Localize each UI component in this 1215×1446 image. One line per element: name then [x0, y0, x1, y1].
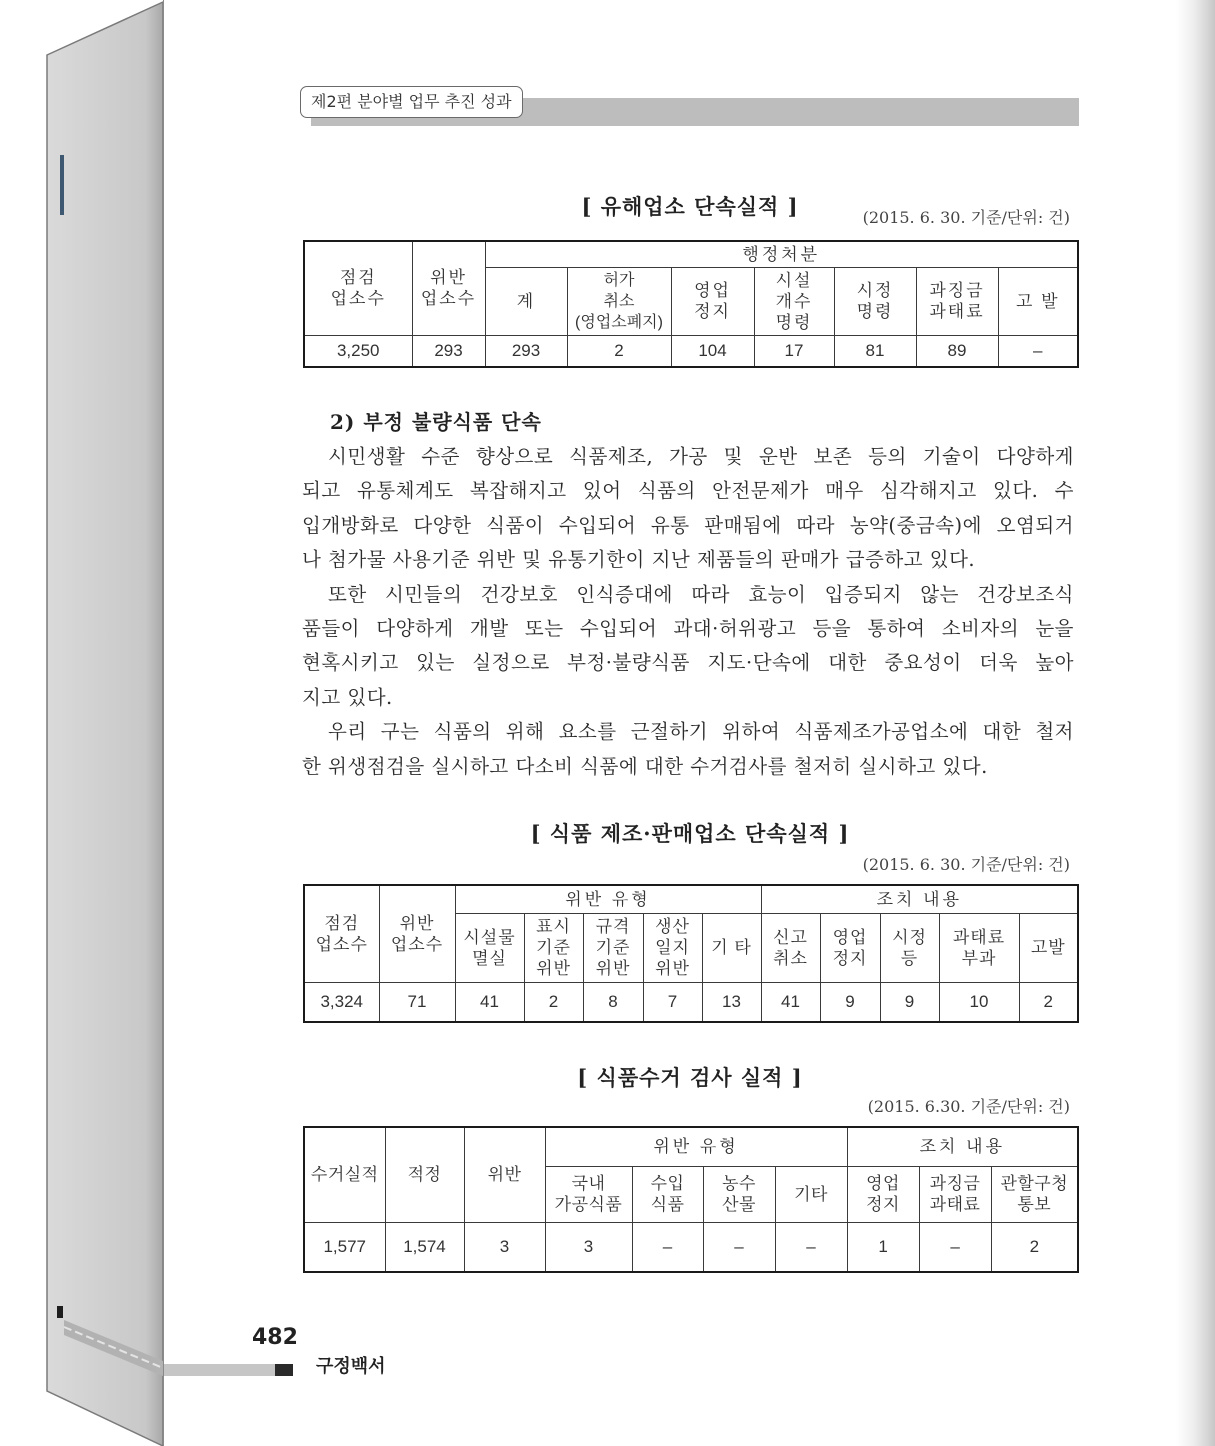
table-cell: 293 — [485, 335, 567, 367]
table-header-cell: 신고 취소 — [761, 913, 820, 982]
text-line: 되고 유통체계도 복잡해지고 있어 식품의 안전문제가 매우 심각해지고 있다. 수 — [302, 479, 1074, 503]
table-header-cell: 영업 정지 — [820, 913, 880, 982]
text-line: 품들이 다양하게 개발 또는 수입되어 과대·허위광고 등을 통하여 소비자의 눈을 — [302, 617, 1074, 641]
table-unit-note: (2015. 6. 30. 기준/단위: 건) — [862, 208, 1070, 227]
table-group-header: 조치 내용 — [847, 1127, 1078, 1166]
table-cell: 1,574 — [385, 1222, 464, 1272]
table-cell: 41 — [455, 982, 524, 1022]
table-title: [ 식품 제조·판매업소 단속실적 ] — [530, 821, 850, 846]
paragraph — [302, 578, 1074, 716]
table-group-header: 위반 유형 — [455, 885, 761, 913]
table-cell: 3 — [545, 1222, 632, 1272]
table-header-cell: 계 — [485, 267, 567, 335]
table-cell: – — [632, 1222, 703, 1272]
text-line: 또한 시민들의 건강보호 인식증대에 따라 효능이 입증되지 않는 건강보조식 — [328, 582, 1074, 606]
text-line: 나 첨가물 사용기준 위반 및 유통기한이 지난 제품들의 판매가 급증하고 있다. — [302, 548, 976, 572]
table-header-cell: 과태료 부과 — [939, 913, 1019, 982]
table-unit-note: (2015. 6. 30. 기준/단위: 건) — [862, 855, 1070, 874]
table-header-cell: 표시 기준 위반 — [524, 913, 583, 982]
table-cell: 2 — [524, 982, 583, 1022]
table-cell: 1 — [847, 1222, 919, 1272]
text-line: 입개방화로 다양한 식품이 수입되어 유통 판매됨에 따라 농약(중금속)에 오염되거 — [302, 513, 1074, 537]
text-line: 현혹시키고 있는 실정으로 부정·불량식품 지도·단속에 대한 중요성이 더욱 높아 — [302, 651, 1074, 675]
table-header-cell: 과징금 과태료 — [919, 1166, 991, 1222]
table-cell: 2 — [1019, 982, 1078, 1022]
footer-bar — [164, 1364, 275, 1376]
table-header-cell: 규격 기준 위반 — [583, 913, 643, 982]
table-header-cell: 위반 업소수 — [379, 885, 455, 982]
page-left-edge — [163, 0, 164, 1446]
table-header-cell: 기타 — [775, 1166, 847, 1222]
text-line: 한 위생점검을 실시하고 다소비 식품에 대한 수거검사를 철저히 실시하고 있다. — [302, 754, 988, 778]
section-body — [302, 440, 1074, 784]
table-header-cell: 위반 — [464, 1127, 545, 1222]
page-number: 482 — [252, 1325, 298, 1350]
table-header-cell: 적정 — [385, 1127, 464, 1222]
spine-panel — [47, 2, 163, 1446]
table-cell: 7 — [643, 982, 702, 1022]
food-manufacturing-sales-enforcement-table — [303, 884, 1079, 1023]
table-header-cell: 시정 명령 — [834, 267, 916, 335]
table-header-cell: 고 발 — [998, 267, 1078, 335]
table-header-cell: 관할구청 통보 — [991, 1166, 1078, 1222]
table-cell: 13 — [702, 982, 761, 1022]
paragraph — [302, 715, 1074, 784]
table-cell: 71 — [379, 982, 455, 1022]
spine-tab-mark — [60, 155, 64, 215]
table-cell: – — [998, 335, 1078, 367]
table-header-cell: 국내 가공식품 — [545, 1166, 632, 1222]
table-header-cell: 시설 개수 명령 — [754, 267, 834, 335]
table-header-cell: 점검 업소수 — [304, 241, 412, 335]
table-title: [ 유해업소 단속실적 ] — [581, 194, 799, 219]
table-cell: 9 — [820, 982, 880, 1022]
table-cell: 3,250 — [304, 335, 412, 367]
table-cell: 8 — [583, 982, 643, 1022]
table-header-cell: 영업 정지 — [671, 267, 754, 335]
table-header-cell: 수입 식품 — [632, 1166, 703, 1222]
table-header-cell: 영업 정지 — [847, 1166, 919, 1222]
table-cell: 81 — [834, 335, 916, 367]
table-header-cell: 위반 업소수 — [412, 241, 485, 335]
table-header-cell: 고발 — [1019, 913, 1078, 982]
spine-dark-mark — [57, 1306, 63, 1318]
section-heading: 2) 부정 불량식품 단속 — [330, 410, 542, 434]
text-line: 시민생활 수준 향상으로 식품제조, 가공 및 운반 보존 등의 기술이 다양하게 — [328, 445, 1074, 468]
table-cell: 89 — [916, 335, 998, 367]
table-row — [304, 1222, 1078, 1272]
table-header-cell: 시정 등 — [880, 913, 939, 982]
table-cell: 3,324 — [304, 982, 379, 1022]
table-group-header: 행정처분 — [485, 241, 1078, 267]
table-cell: – — [703, 1222, 775, 1272]
table-cell: 293 — [412, 335, 485, 367]
table-cell: – — [919, 1222, 991, 1272]
table-header-cell: 점검 업소수 — [304, 885, 379, 982]
table-header-cell: 허가 취소 (영업소폐지) — [567, 267, 671, 335]
table-header-cell: 기 타 — [702, 913, 761, 982]
table-cell: 2 — [567, 335, 671, 367]
table-group-header: 조치 내용 — [761, 885, 1078, 913]
table-cell: 17 — [754, 335, 834, 367]
table-unit-note: (2015. 6.30. 기준/단위: 건) — [867, 1097, 1070, 1116]
table-cell: 1,577 — [304, 1222, 385, 1272]
table-header-cell: 시설물 멸실 — [455, 913, 524, 982]
table-cell: 104 — [671, 335, 754, 367]
table-cell: – — [775, 1222, 847, 1272]
harmful-business-enforcement-table — [303, 240, 1079, 368]
table-cell: 2 — [991, 1222, 1078, 1272]
text-line: 지고 있다. — [302, 685, 393, 709]
table-header-cell: 농수 산물 — [703, 1166, 775, 1222]
table-title: [ 식품수거 검사 실적 ] — [577, 1065, 803, 1090]
table-cell: 10 — [939, 982, 1019, 1022]
table-cell: 41 — [761, 982, 820, 1022]
footer-book-title: 구정백서 — [316, 1356, 386, 1377]
table-row — [304, 335, 1078, 367]
footer-marker — [275, 1364, 293, 1376]
table-cell: 9 — [880, 982, 939, 1022]
paragraph — [302, 440, 1074, 578]
table-cell: 3 — [464, 1222, 545, 1272]
table-header-cell: 수거실적 — [304, 1127, 385, 1222]
page-right-edge-shadow — [1176, 0, 1215, 1446]
table-row — [304, 982, 1078, 1022]
running-header-label: 제2편 분야별 업무 추진 성과 — [300, 86, 523, 118]
table-header-cell: 생산 일지 위반 — [643, 913, 702, 982]
text-line: 우리 구는 식품의 위해 요소를 근절하기 위하여 식품제조가공업소에 대한 철저 — [328, 720, 1074, 744]
food-sampling-inspection-table — [303, 1126, 1079, 1273]
book-spine-edge — [0, 0, 170, 1446]
table-group-header: 위반 유형 — [545, 1127, 847, 1166]
table-header-cell: 과징금 과태료 — [916, 267, 998, 335]
